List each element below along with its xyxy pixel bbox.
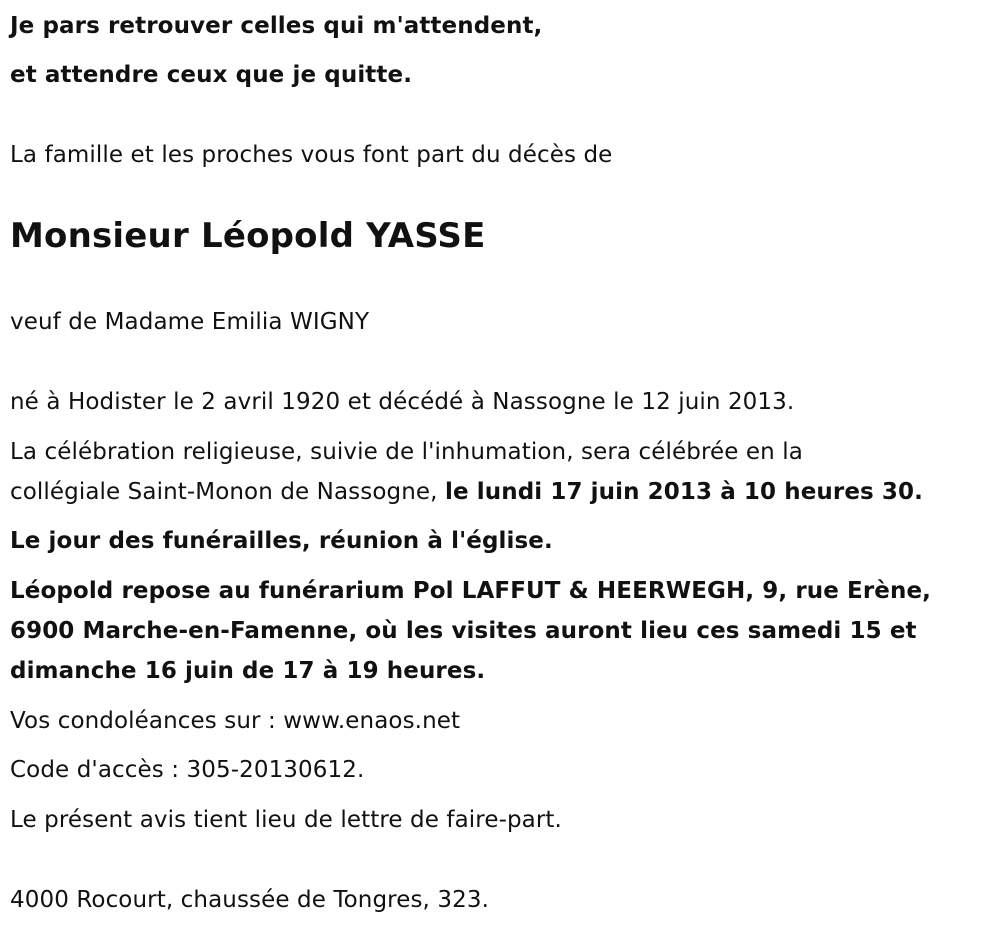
address-text: 4000 Rocourt, chaussée de Tongres, 323. [10, 887, 489, 913]
meeting-text: Le jour des funérailles, réunion à l'église. [10, 528, 553, 554]
ceremony-location: collégiale Saint-Monon de Nassogne, [10, 479, 445, 505]
ceremony-line-1: La célébration religieuse, suivie de l'inhumation, sera célébrée en la [10, 439, 803, 465]
poem-line-2: et attendre ceux que je quitte. [10, 62, 413, 88]
poem-line-1: Je pars retrouver celles qui m'attendent, [10, 13, 543, 39]
widower-of-text: veuf de Madame Emilia WIGNY [10, 309, 370, 335]
rest-line-1: Léopold repose au funérarium Pol LAFFUT & HEERWEGH, 9, rue Erène, [10, 578, 932, 604]
rest-line-2: 6900 Marche-en-Famenne, où les visites auront lieu ces samedi 15 et [10, 618, 917, 644]
intro-text: La famille et les proches vous font part du décès de [10, 142, 613, 168]
legal-note-text: Le présent avis tient lieu de lettre de faire-part. [10, 807, 562, 833]
access-code-text: Code d'accès : 305-20130612. [10, 757, 365, 783]
ceremony-datetime: le lundi 17 juin 2013 à 10 heures 30. [444, 479, 923, 505]
birth-death-text: né à Hodister le 2 avril 1920 et décédé à Nassogne le 12 juin 2013. [10, 389, 795, 415]
deceased-name: Monsieur Léopold YASSE [10, 216, 486, 256]
rest-line-3: dimanche 16 juin de 17 à 19 heures. [10, 658, 486, 684]
condolences-text: Vos condoléances sur : www.enaos.net [10, 708, 461, 734]
ceremony-line-2 [10, 472, 923, 512]
